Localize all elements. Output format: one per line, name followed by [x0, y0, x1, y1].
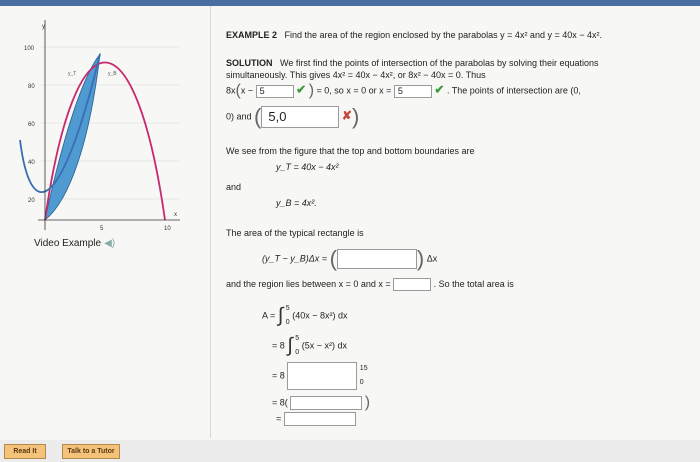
line3-pre: 0) and [226, 111, 252, 122]
paren-close: ) [351, 104, 360, 129]
x-tick-5: 5 [100, 226, 104, 232]
integral-1 [262, 302, 347, 330]
int2-upper: 5 [295, 335, 300, 342]
read-it-button[interactable]: Read It [4, 444, 46, 459]
int1-lower: 0 [285, 319, 290, 326]
eq8c: = 8( [272, 397, 288, 408]
paren-open: ( [254, 104, 262, 129]
rect-expr: (y_T − y_B)Δx = [262, 253, 328, 264]
y-tick-20: 20 [28, 198, 35, 204]
check-icon: ✔ [434, 82, 445, 97]
example-prompt: Find the area of the region enclosed by the parabolas y = 4x² and y = 40x − 4x². [284, 30, 602, 40]
solution-line-1 [226, 58, 599, 68]
talk-to-tutor-button[interactable]: Talk to a Tutor [62, 444, 120, 459]
rect-expression [262, 246, 437, 272]
eq8: = 8 [272, 340, 285, 351]
y-tick-100: 100 [24, 46, 35, 52]
A-eq: A = [262, 310, 276, 321]
eval-result-line [272, 394, 370, 412]
region-line [226, 278, 514, 291]
paren-close: ) [416, 246, 425, 271]
solution-line-2: simultaneously. This gives 4x² = 40x − 4x², or 8x² − 40x = 0. Thus [226, 70, 486, 80]
final-area-input[interactable] [284, 412, 356, 426]
total-area-text: . So the total area is [433, 278, 514, 289]
vertical-divider [210, 6, 211, 438]
yt-equation: y_T = 40x − 4x² [276, 162, 339, 172]
rect-input[interactable] [337, 249, 417, 269]
eq8b: = 8 [272, 370, 285, 381]
and-word: and [226, 182, 242, 192]
upper-limit-input[interactable] [393, 278, 431, 291]
top-bottom-text: We see from the figure that the top and bottom boundaries are [226, 146, 475, 156]
integral-2 [272, 332, 347, 360]
evaluation-line [272, 362, 368, 390]
eval-result-input[interactable] [290, 396, 362, 410]
final-line [276, 412, 356, 426]
y-tick-80: 80 [28, 84, 35, 90]
eq-final: = [276, 413, 282, 424]
example-title: EXAMPLE 2 [226, 30, 278, 40]
intersection-line [226, 104, 359, 130]
integral-sign: ∫ [277, 304, 284, 327]
speaker-icon[interactable]: ◀) [104, 238, 116, 249]
answer-input-2[interactable]: 5 [394, 85, 432, 98]
paren-close: ) [364, 394, 371, 411]
axis-x-label: x [174, 212, 177, 218]
solution-label: SOLUTION [226, 58, 273, 68]
example-content [226, 6, 696, 436]
paren-open: ( [329, 246, 337, 271]
region-text: and the region lies between x = 0 and x = [226, 278, 391, 289]
integral-2-limits [295, 332, 299, 360]
parabola-graph [0, 20, 200, 260]
antiderivative-input[interactable] [287, 362, 357, 390]
factor-post: = 0, so x = 0 or x = [316, 85, 392, 96]
solution-text-1: We first find the points of intersection of the parabolas by solving their equations [280, 58, 599, 68]
yb-equation: y_B = 4x². [276, 198, 317, 208]
video-example-link[interactable] [34, 238, 115, 249]
top-curve-label: y_T [68, 71, 77, 77]
shaded-region [45, 54, 100, 220]
bottom-curve-label: y_B [108, 71, 117, 77]
example-header [226, 30, 602, 40]
eval-upper: 15 [359, 365, 368, 372]
axis-y-label: y [42, 24, 45, 30]
int2-body: (5x − x²) dx [301, 340, 347, 351]
factor-line: 8x(x − 5 ✔ ) = 0, so x = 0 or x = 5 ✔ . The points of intersection are (0, [226, 82, 581, 99]
check-icon: ✔ [296, 82, 307, 97]
dx-label: Δx [426, 253, 438, 264]
video-example-label[interactable]: Video Example [34, 238, 102, 249]
typical-rect-text: The area of the typical rectangle is [226, 228, 364, 238]
paren-close: ) [308, 82, 315, 99]
eval-lower: 0 [359, 379, 364, 386]
integral-sign: ∫ [287, 334, 293, 357]
y-tick-40: 40 [28, 160, 35, 166]
int1-upper: 5 [285, 305, 290, 312]
paren-open: ( [235, 82, 241, 99]
cross-icon: ✘ [341, 108, 352, 123]
answer-input-1[interactable]: 5 [256, 85, 294, 98]
integral-1-limits [286, 302, 290, 330]
answer-input-3[interactable]: 5,0 [261, 106, 339, 128]
factor-pre: 8x [226, 85, 236, 96]
y-tick-60: 60 [28, 122, 35, 128]
int2-lower: 0 [295, 349, 300, 356]
eval-limits [360, 362, 368, 390]
x-tick-10: 10 [164, 226, 171, 232]
int1-body: (40x − 8x²) dx [292, 310, 348, 321]
points-text: . The points of intersection are (0, [446, 85, 581, 96]
